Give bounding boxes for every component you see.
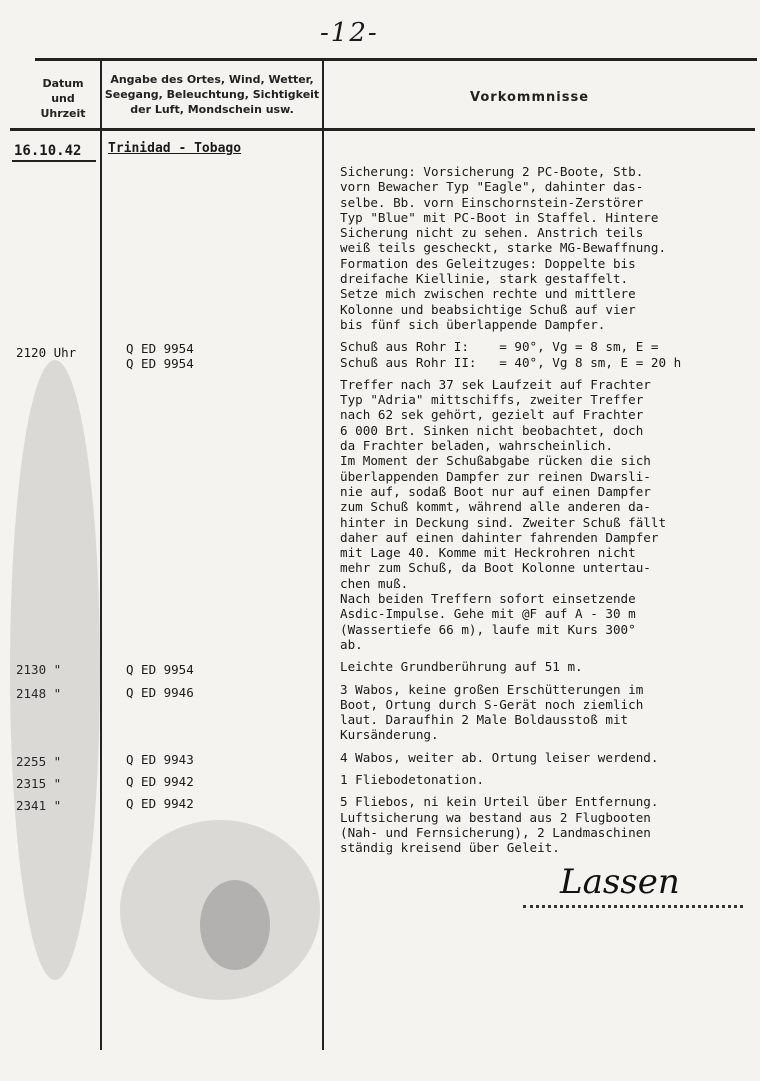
event-entry: [340, 377, 752, 652]
grid-square-cell: Q ED 9942: [126, 796, 194, 811]
time-cell: 2315 ": [16, 776, 62, 791]
header-top-rule: [35, 58, 757, 61]
page-number: -12-: [320, 18, 379, 48]
event-entry: [340, 794, 752, 855]
event-line: nach 62 sek gehört, gezielt auf Frachter: [340, 407, 644, 423]
event-line: (Nah- und Fernsicherung), 2 Landmaschinen: [340, 824, 651, 840]
event-line: 4 Wabos, weiter ab. Ortung leiser werdend.: [340, 749, 659, 765]
column-divider-place: [322, 60, 324, 1050]
event-line: zum Schuß kommt, während alle anderen da-: [340, 499, 651, 515]
event-line: Kolonne und beabsichtige Schuß auf vier: [340, 301, 636, 317]
event-line: mehr zum Schuß, da Boot Kolonne untertau-: [340, 560, 651, 576]
time-cell: 2255 ": [16, 754, 62, 769]
event-line: Formation des Geleitzuges: Doppelte bis: [340, 255, 636, 271]
header-date-line: Uhrzeit: [40, 107, 86, 120]
grid-square-cell: Q ED 9942: [126, 774, 194, 789]
scan-smudge: [200, 880, 270, 970]
event-line: (Wassertiefe 66 m), laufe mit Kurs 300°: [340, 621, 636, 637]
event-line: 6 000 Brt. Sinken nicht beobachtet, doch: [340, 422, 644, 438]
grid-square-cell: Q ED 9943: [126, 752, 194, 767]
event-line: da Frachter beladen, wahrscheinlich.: [340, 438, 613, 454]
event-line: chen muß.: [340, 575, 409, 591]
event-line: 1 Fliebodetonation.: [340, 771, 485, 787]
event-line: vorn Bewacher Typ "Eagle", dahinter das-: [340, 179, 644, 195]
header-events-column: Vorkommnisse: [470, 90, 590, 105]
event-line: Setze mich zwischen rechte und mittlere: [340, 286, 636, 302]
event-line: Im Moment der Schußabgabe rücken die sich: [340, 453, 651, 469]
time-cell: 2341 ": [16, 798, 62, 813]
event-line: ständig kreisend über Geleit.: [340, 840, 560, 856]
event-line: Schuß aus Rohr I: = 90°, Vg = 8 sm, E =: [340, 339, 667, 355]
event-line: mit Lage 40. Komme mit Heckrohren nicht: [340, 545, 636, 561]
time-cell: 2120 Uhr: [16, 345, 77, 360]
date-underline: [12, 160, 96, 162]
column-divider-date: [100, 60, 102, 1050]
scan-smudge: [10, 360, 100, 980]
header-place-line: der Luft, Mondschein usw.: [130, 103, 294, 116]
event-line: 5 Fliebos, ni kein Urteil über Entfernung.: [340, 794, 659, 810]
event-line: Kursänderung.: [340, 727, 439, 743]
event-line: daher auf einen dahinter fahrenden Dampfer: [340, 529, 659, 545]
event-entry: [340, 750, 752, 765]
header-place-line: Seegang, Beleuchtung, Sichtigkeit: [104, 88, 320, 101]
signature: Lassen: [560, 862, 680, 902]
event-line: Sicherung: Vorsicherung 2 PC-Boote, Stb.: [340, 164, 644, 179]
events-column: [340, 164, 752, 855]
event-line: Boot, Ortung durch S-Gerät noch ziemlich: [340, 696, 644, 712]
event-line: Asdic-Impulse. Gehe mit @F auf A - 30 m: [340, 606, 636, 622]
event-line: Luftsicherung wa bestand aus 2 Flugbooten: [340, 809, 651, 825]
time-cell: 2130 ": [16, 662, 62, 677]
event-line: Nach beiden Treffern sofort einsetzende: [340, 591, 636, 607]
grid-square-cell: Q ED 9946: [126, 685, 194, 700]
header-date-column: [30, 76, 96, 121]
event-line: dreifache Kiellinie, stark gestaffelt.: [340, 271, 629, 287]
event-line: Leichte Grundberührung auf 51 m.: [340, 659, 583, 675]
event-line: Typ "Blue" mit PC-Boot in Staffel. Hintere: [340, 209, 659, 225]
event-line: Treffer nach 37 sek Laufzeit auf Frachter: [340, 376, 651, 392]
event-line: Schuß aus Rohr II: = 40°, Vg 8 sm, E = 20 h: [340, 354, 682, 370]
event-line: laut. Daraufhin 2 Male Boldausstoß mit: [340, 712, 629, 728]
event-line: hinter in Deckung sind. Zweiter Schuß fällt: [340, 514, 667, 530]
event-entry: [340, 682, 752, 743]
event-line: Sicherung nicht zu sehen. Anstrich teils: [340, 225, 644, 241]
event-line: ab.: [340, 636, 363, 652]
grid-square-cell: Q ED 9954: [126, 356, 194, 371]
header-date-line: und: [51, 92, 75, 105]
event-line: überlappenden Dampfer zur reinen Dwarsli-: [340, 468, 651, 484]
event-line: weiß teils gescheckt, starke MG-Bewaffnung.: [340, 240, 667, 256]
entry-place: Trinidad - Tobago: [108, 141, 242, 156]
grid-square-cell: Q ED 9954: [126, 662, 194, 677]
time-cell: 2148 ": [16, 686, 62, 701]
signature-dotted-line: [523, 905, 743, 908]
header-bottom-rule: [10, 128, 755, 131]
event-line: nie auf, sodaß Boot nur auf einen Dampfer: [340, 483, 651, 499]
header-place-line: Angabe des Ortes, Wind, Wetter,: [110, 73, 314, 86]
event-entry: [340, 339, 752, 370]
event-line: selbe. Bb. vorn Einschornstein-Zerstörer: [340, 194, 644, 210]
entry-date: 16.10.42: [14, 143, 82, 159]
grid-square-cell: Q ED 9954: [126, 341, 194, 356]
header-date-line: Datum: [42, 77, 84, 90]
event-line: 3 Wabos, keine großen Erschütterungen im: [340, 681, 644, 697]
event-entry: [340, 772, 752, 787]
event-entry: [340, 659, 752, 674]
event-entry: [340, 164, 752, 332]
event-line: bis fünf sich überlappende Dampfer.: [340, 316, 606, 332]
event-line: Typ "Adria" mittschiffs, zweiter Treffer: [340, 392, 644, 408]
header-place-column: [104, 72, 320, 117]
